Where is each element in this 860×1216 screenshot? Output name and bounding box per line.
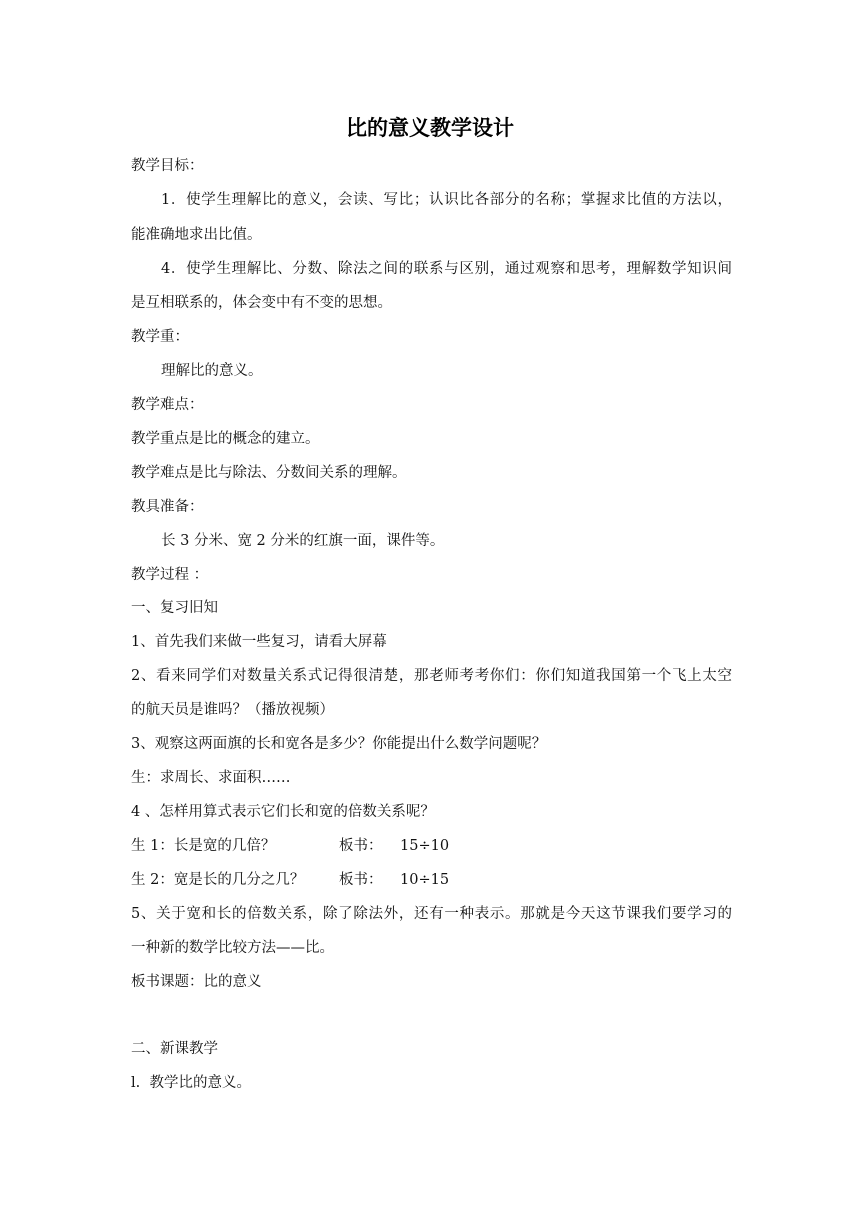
materials-heading: 教具准备： (131, 499, 204, 515)
review-step-5-line-1: 5、关于宽和长的倍数关系，除了除法外，还有一种表示。那就是今天这节课我们要学习的 (131, 906, 732, 922)
materials-text: 长 3 分米、宽 2 分米的红旗一面，课件等。 (161, 533, 445, 549)
process-heading: 教学过程 ： (131, 567, 209, 583)
student-answer: 生：求周长、求面积…… (131, 770, 291, 786)
student-2-board-value: 10÷15 (400, 872, 450, 888)
difficult-points-line-2: 教学难点是比与除法、分数间关系的理解。 (131, 465, 407, 481)
difficult-points-line-1: 教学重点是比的概念的建立。 (131, 431, 320, 447)
objective-1-line-2: 能准确地求出比值。 (131, 227, 262, 243)
objective-1-line-1: 1．使学生理解比的意义，会读、写比；认识比各部分的名称；掌握求比值的方法以， (161, 192, 732, 208)
student-1-question: 生 1：长是宽的几倍？ (131, 838, 276, 854)
review-step-5-line-2: 一种新的数学比较方法——比。 (131, 940, 334, 956)
objectives-heading: 教学目标： (131, 158, 204, 174)
objective-2-line-2: 是互相联系的，体会变中有不变的思想。 (131, 295, 392, 311)
student-1-line (131, 836, 732, 856)
key-points-text: 理解比的意义。 (161, 363, 263, 379)
page-title: 比的意义教学设计 (346, 116, 514, 140)
section-2-heading: 二、新课教学 (131, 1041, 218, 1057)
review-step-2-line-1: 2、看来同学们对数量关系式记得很清楚，那老师考考你们：你们知道我国第一个飞上太空 (131, 668, 732, 684)
section-2-item-1: l. 教学比的意义。 (131, 1075, 251, 1091)
student-2-question: 生 2：宽是长的几分之几？ (131, 872, 305, 888)
student-2-board-label: 板书： (339, 872, 383, 888)
review-step-2-line-2: 的航天员是谁吗？（播放视频） (131, 702, 334, 718)
student-2-line (131, 870, 732, 890)
difficult-points-heading: 教学难点： (131, 397, 204, 413)
student-1-board-value: 15÷10 (400, 838, 450, 854)
objective-2-line-1: 4．使学生理解比、分数、除法之间的联系与区别，通过观察和思考，理解数学知识间 (161, 261, 732, 277)
board-topic: 板书课题：比的意义 (131, 974, 262, 990)
review-step-3: 3、观察这两面旗的长和宽各是多少？你能提出什么数学问题呢？ (131, 736, 547, 752)
section-1-heading: 一、复习旧知 (131, 600, 218, 616)
student-1-board-label: 板书： (339, 838, 383, 854)
key-points-heading: 教学重： (131, 329, 189, 345)
review-step-1: 1、首先我们来做一些复习，请看大屏幕 (131, 634, 387, 650)
review-step-4: 4 、怎样用算式表示它们长和宽的倍数关系呢？ (131, 804, 435, 820)
